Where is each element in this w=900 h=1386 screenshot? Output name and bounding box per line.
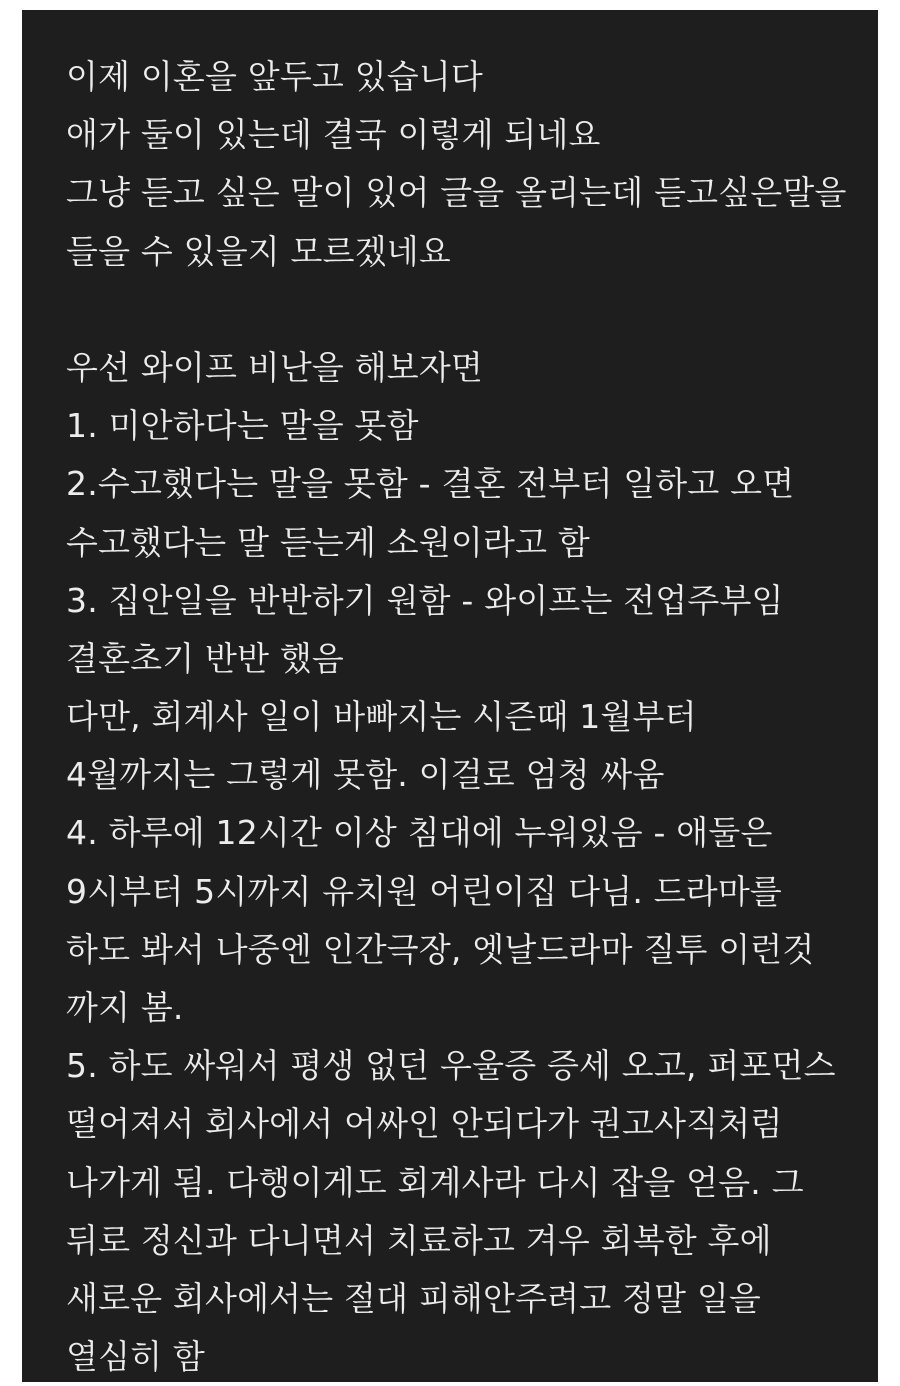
post-line-10: 3. 집안일을 반반하기 원함 - 와이프는 전업주부임 (66, 580, 784, 620)
post-line-16: 하도 봐서 나중엔 인간극장, 엣날드라마 질투 이런것 (66, 929, 815, 969)
post-line-2: 애가 둘이 있는데 결국 이렇게 되네요 (66, 115, 601, 155)
post-line-8: 2.수고했다는 말을 못함 - 결혼 전부터 일하고 오면 (66, 464, 795, 504)
post-line-12: 다만, 회계사 일이 바빠지는 시즌때 1월부터 (66, 697, 697, 737)
post-line-14: 4. 하루에 12시간 이상 침대에 누워있음 - 애둘은 (66, 813, 773, 853)
post-line-20: 나가게 됨. 다행이게도 회계사라 다시 잡을 얻음. 그 (66, 1162, 804, 1202)
post-line-1: 이제 이혼을 앞두고 있습니다 (66, 57, 484, 96)
post-line-3: 그냥 듣고 싶은 말이 있어 글을 올리는데 듣고싶은말을 (66, 173, 847, 213)
post-line-6: 우선 와이프 비난을 해보자면 (66, 347, 484, 387)
post-line-18: 5. 하도 싸워서 평생 없던 우울증 증세 오고, 퍼포먼스 (66, 1046, 836, 1086)
post-line-17: 까지 봄. (66, 988, 184, 1027)
post-line-23: 열심히 함 (66, 1337, 206, 1377)
post-line-21: 뒤로 정신과 다니면서 치료하고 겨우 회복한 후에 (66, 1220, 772, 1260)
post-line-4: 들을 수 있을지 모르겠네요 (66, 231, 451, 271)
post-line-13: 4월까지는 그렇게 못함. 이걸로 엄청 싸움 (66, 755, 665, 795)
post-line-19: 떨어져서 회사에서 어싸인 안되다가 권고사직처럼 (66, 1104, 783, 1144)
post-line-22: 새로운 회사에서는 절대 피해안주려고 정말 일을 (66, 1278, 762, 1318)
post-line-15: 9시부터 5시까지 유치원 어린이집 다님. 드라마를 (66, 871, 783, 911)
dark-post-panel (22, 10, 878, 1382)
post-blank-line (66, 281, 866, 339)
post-line-7: 1. 미안하다는 말을 못함 (66, 406, 419, 446)
post-line-9: 수고했다는 말 듣는게 소원이라고 함 (66, 522, 590, 562)
post-line-11: 결혼초기 반반 했음 (66, 638, 345, 678)
post-body (66, 48, 866, 1386)
